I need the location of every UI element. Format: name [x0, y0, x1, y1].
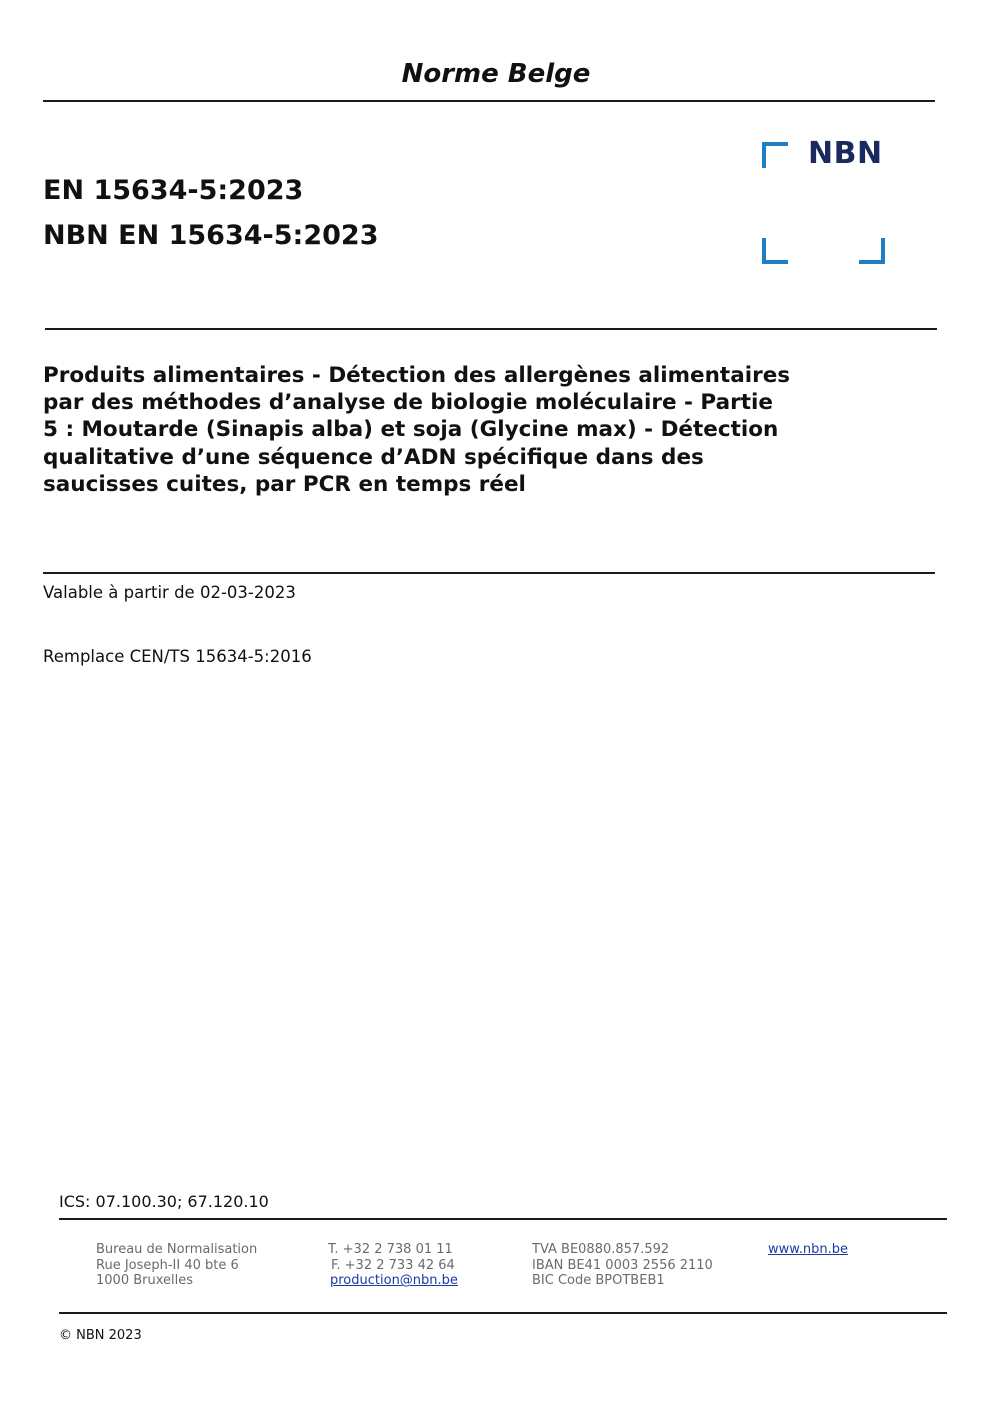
logo-text: NBN: [808, 136, 883, 171]
logo-corner-top-left-icon: [762, 142, 788, 168]
footer-web: [768, 1242, 848, 1258]
phone-number: T. +32 2 738 01 11: [328, 1242, 453, 1257]
title-line: Produits alimentaires - Détection des allergènes alimentaires: [43, 363, 791, 388]
footer-address: [96, 1242, 257, 1289]
nbn-code: NBN EN 15634-5:2023: [43, 220, 379, 251]
copyright: © NBN 2023: [59, 1328, 142, 1343]
email-link[interactable]: production@nbn.be: [330, 1273, 458, 1289]
footer-banking: [532, 1242, 713, 1289]
vat-number: TVA BE0880.857.592: [532, 1242, 670, 1257]
iban-number: IBAN BE41 0003 2556 2110: [532, 1257, 713, 1273]
logo-corner-bottom-left-icon: [762, 238, 788, 264]
replaces-standard: Remplace CEN/TS 15634-5:2016: [43, 647, 312, 666]
codes-rule: [45, 328, 937, 330]
header-rule: [43, 100, 935, 102]
en-code: EN 15634-5:2023: [43, 175, 304, 206]
header-title: Norme Belge: [401, 59, 591, 89]
fax-number: F. +32 2 733 42 64: [331, 1257, 455, 1273]
title-line: qualitative d’une séquence d’ADN spécifique dans des: [43, 444, 704, 470]
title-line: par des méthodes d’analyse de biologie moléculaire - Partie: [43, 390, 773, 416]
footer-rule: [59, 1312, 947, 1314]
logo-corner-bottom-right-icon: [859, 238, 885, 264]
title-rule: [43, 572, 935, 574]
document-title: [43, 362, 873, 498]
title-line: 5 : Moutarde (Sinapis alba) et soja (Glycine max) - Détection: [43, 417, 779, 443]
bic-code: BIC Code BPOTBEB1: [532, 1273, 665, 1289]
address-line: 1000 Bruxelles: [96, 1273, 194, 1289]
ics-codes: ICS: 07.100.30; 67.120.10: [59, 1192, 269, 1211]
website-link[interactable]: www.nbn.be: [768, 1242, 848, 1257]
validity-date: Valable à partir de 02-03-2023: [43, 583, 296, 602]
title-line: saucisses cuites, par PCR en temps réel: [43, 471, 526, 497]
address-line: Rue Joseph-II 40 bte 6: [96, 1257, 239, 1273]
ics-rule: [59, 1218, 947, 1220]
address-line: Bureau de Normalisation: [96, 1242, 258, 1257]
footer-contact: [328, 1242, 458, 1289]
